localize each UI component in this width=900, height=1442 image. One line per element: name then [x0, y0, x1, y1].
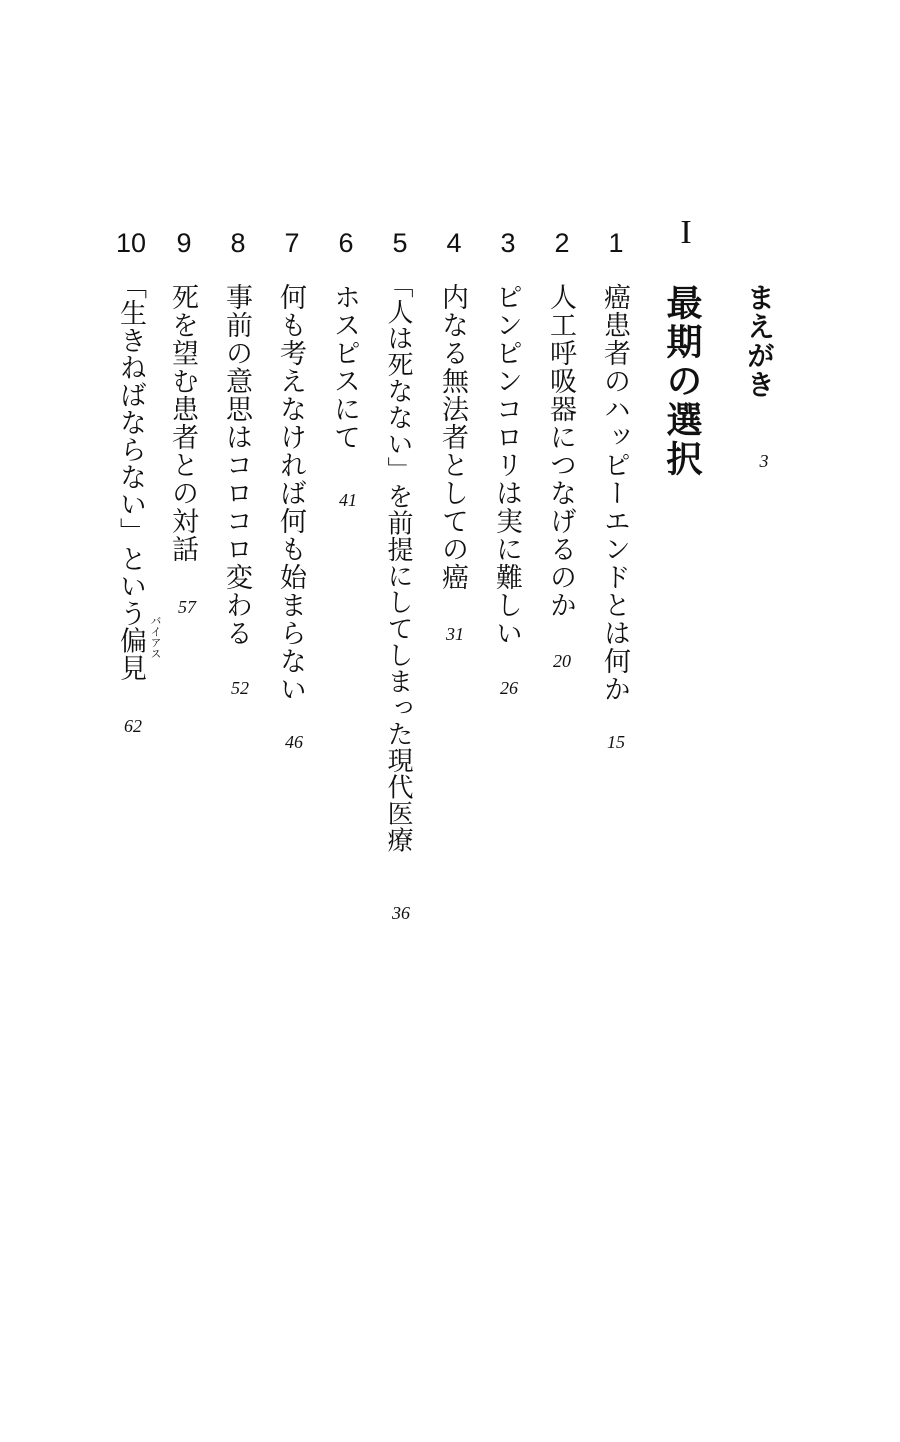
chapter-5-page: 36 [392, 903, 410, 923]
chapter-10-ruby: バイアス [149, 615, 162, 659]
chapter-2-title[interactable]: 人工呼吸器につなげるのか [545, 283, 576, 619]
chapter-3-page: 26 [500, 678, 518, 698]
chapter-9-page: 57 [178, 597, 196, 617]
part-title: 最期の選択 [661, 284, 703, 479]
chapter-10-number: 10 [115, 228, 147, 258]
chapter-4-title[interactable]: 内なる無法者としての癌 [437, 283, 468, 591]
chapter-10-page: 62 [124, 716, 142, 736]
chapter-7-title[interactable]: 何も考えなければ何も始まらない [275, 283, 306, 703]
chapter-6-number: 6 [338, 228, 354, 258]
preface-entry[interactable] [745, 283, 785, 399]
chapter-1-title[interactable]: 癌患者のハッピーエンドとは何か [599, 283, 630, 703]
preface-title: まえがき [743, 283, 776, 399]
chapter-3-title[interactable]: ピンピンコロリは実に難しい [491, 283, 522, 647]
chapter-8-number: 8 [230, 228, 246, 258]
chapter-1-number: 1 [608, 228, 624, 258]
chapter-2-number: 2 [554, 228, 570, 258]
chapter-6-page: 41 [339, 490, 357, 510]
chapter-9-number: 9 [176, 228, 192, 258]
chapter-10-entry[interactable] [115, 272, 177, 682]
chapter-2-page: 20 [553, 651, 571, 671]
chapter-6-title[interactable]: ホスピスにて [329, 283, 360, 451]
part-numeral: I [680, 214, 692, 251]
chapter-4-page: 31 [446, 624, 464, 644]
chapter-7-number: 7 [284, 228, 300, 258]
chapter-4-number: 4 [446, 228, 462, 258]
chapter-5-number: 5 [392, 228, 408, 258]
chapter-8-page: 52 [231, 678, 249, 698]
chapter-1-page: 15 [607, 732, 625, 752]
chapter-7-page: 46 [285, 732, 303, 752]
chapter-3-number: 3 [500, 228, 516, 258]
chapter-5-title[interactable]: 「人は死なない」を前提にしてしまった現代医療 [383, 272, 413, 853]
chapter-10-title: 「生きねばならない」という偏見 [115, 272, 146, 682]
preface-page-number: 3 [759, 451, 769, 471]
chapter-9-title[interactable]: 死を望む患者との対話 [167, 283, 198, 563]
chapter-8-title[interactable]: 事前の意思はコロコロ変わる [221, 283, 252, 647]
